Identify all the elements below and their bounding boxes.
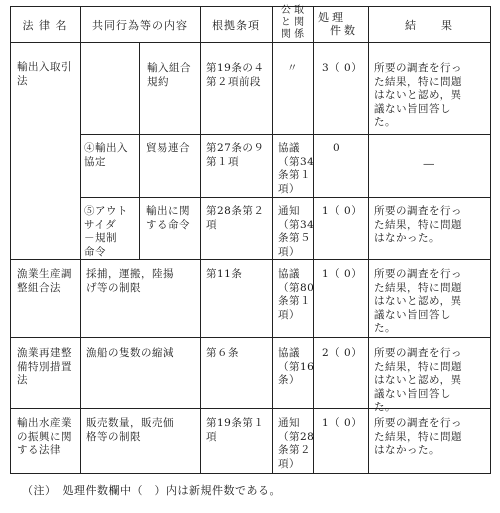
relation: 協議 （第80 条第１ 項） (278, 268, 315, 321)
case-count: 1（ 0） (322, 205, 363, 217)
header-ftc-relation: 公 取 と 関 関 係 (280, 5, 305, 40)
header-basis: 根拠条項 (212, 19, 260, 32)
case-count: 0 (333, 142, 341, 154)
basis-clause: 第19条第１ 項 (206, 417, 265, 443)
basis-clause: 第19条の４ 第２項前段 (206, 62, 265, 88)
item-name: 輸入組合 規約 (147, 62, 191, 88)
relation: 〃 (287, 62, 298, 74)
result-text: 所要の調査を行っ た結果，特に問題 はないと認め，異 議ない旨回答し た。 (374, 347, 462, 413)
header-count-bottom: 件数 (330, 24, 358, 37)
column-rule (368, 6, 369, 474)
table-bottom-rule (10, 473, 491, 474)
relation: 通知 （第34 条第５ 項） (278, 205, 315, 258)
case-count: 1（ 0） (322, 417, 363, 429)
table-left-rule (10, 6, 11, 474)
subrow-divider (80, 134, 491, 135)
subrow-divider (80, 197, 491, 198)
table-top-rule (10, 6, 491, 7)
column-rule (139, 42, 140, 260)
law-name: 輸出水産業 の振興に関 する法律 (17, 417, 72, 456)
header-joint-action: 共同行為等の内容 (92, 19, 188, 32)
relation: 協議 （第16 条） (278, 347, 315, 386)
case-count: 2（ 0） (322, 347, 363, 359)
basis-clause: 第11条 (206, 268, 243, 280)
result-text: 所要の調査を行っ た結果，特に問題 はなかった。 (374, 417, 462, 456)
relation: 通知 （第28 条第２ 項） (278, 417, 315, 470)
basis-clause: 第28条第２ 項 (206, 205, 265, 231)
item-name: 輸出に関 する命令 (146, 205, 190, 231)
law-name: 輸出入取引 法 (17, 61, 72, 87)
basis-clause: 第６条 (206, 347, 239, 359)
header-result: 結 果 (405, 19, 453, 32)
subcategory: ④輸出入 協定 (84, 142, 128, 168)
case-count: 1（ 0） (322, 268, 363, 280)
column-rule (272, 6, 273, 474)
table-right-rule (490, 6, 491, 474)
item-name: 貿易連合 (146, 142, 190, 154)
result-text: 所要の調査を行っ た結果，特に問題 はないと認め，異 議ない旨回答し た。 (374, 62, 462, 128)
header-law-name: 法 律 名 (22, 19, 68, 32)
restriction-content: 漁船の隻数の縮減 (86, 347, 174, 359)
row-divider (10, 259, 491, 260)
law-name: 漁業生産調 整組合法 (17, 268, 72, 294)
case-count: 3（ 0） (322, 62, 363, 74)
result-text: 所要の調査を行っ た結果，特に問題 はなかった。 (374, 205, 462, 244)
relation: 協議 （第34 条第１ 項） (278, 142, 315, 195)
basis-clause: 第27条の９ 第１項 (206, 142, 265, 168)
header-bottom-rule (10, 42, 491, 43)
footnote: （注） 処理件数欄中（ ）内は新規件数である。 (22, 484, 281, 497)
result-text: ― (423, 158, 435, 170)
law-name: 漁業再建整 備特別措置 法 (17, 347, 72, 386)
row-divider (10, 337, 491, 338)
restriction-content: 採捕，運搬，陸揚 げ等の制限 (86, 268, 174, 294)
column-rule (80, 6, 81, 474)
header-count-top: 処理 (318, 11, 346, 24)
subcategory: ⑤アウト サイダ －規制 命令 (84, 205, 128, 258)
restriction-content: 販売数量，販売価 格等の制限 (86, 417, 174, 443)
column-rule (200, 6, 201, 474)
result-text: 所要の調査を行っ た結果，特に問題 はないと認め，異 議ない旨回答し た。 (374, 268, 462, 334)
